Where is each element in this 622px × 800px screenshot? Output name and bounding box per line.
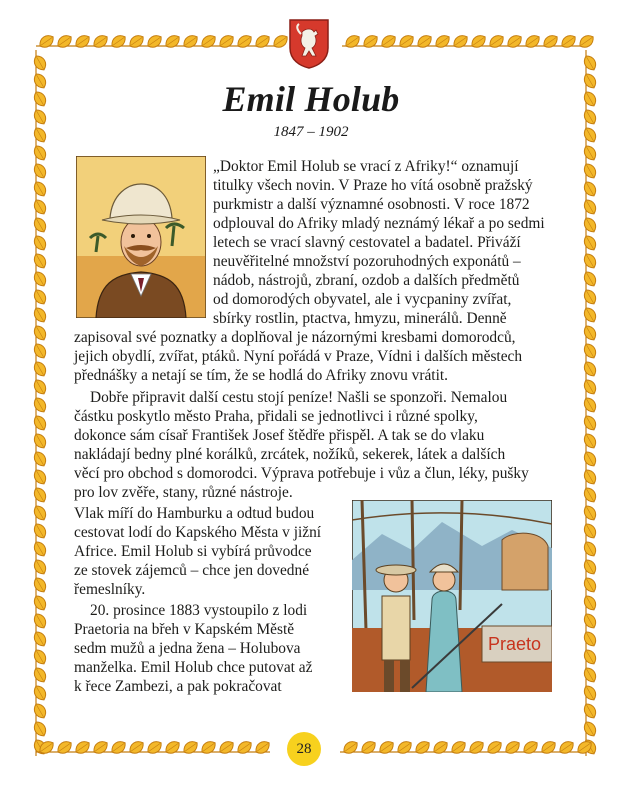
text-line: sedm mužů a jedna žena – Holubova: [74, 640, 301, 657]
ship-name-label: Praeto: [488, 634, 542, 654]
text-line: částku poskytlo město Praha, přidali se jednotlivci i různé spolky,: [74, 408, 478, 425]
text-line: věcí pro obchod s domorodci. Výprava potřebuje i vůz a člun, léky, pušky: [74, 465, 529, 482]
text-line: přednášky a netají se tím, že se hodlá do Afriky znovu vrátit.: [74, 367, 448, 384]
page-number-badge: 28: [287, 732, 321, 766]
text-line: pro lov zvěře, stany, různé nástroje.: [74, 484, 293, 501]
text-line: jejich obydlí, zvířat, ptáků. Nyní pořádá v Praze, Vídni i dalších městech: [74, 348, 523, 365]
text-line: Dobře připravit další cestu stojí peníze! Našli se sponzoři. Nemalou: [90, 389, 508, 406]
text-line: odplouval do Afriky mladý neznámý lékař a po sedmi: [213, 215, 545, 232]
text-line: „Doktor Emil Holub se vrací z Afriky!“ oznamují: [213, 158, 519, 175]
emil-holub-portrait-image: [76, 156, 206, 318]
page-title: Emil Holub: [222, 79, 400, 119]
text-line: nakládají bedny plné korálků, zrcátek, nožíků, sekerek, látek a dalších: [74, 446, 506, 463]
text-line: purkmistr a další významné osobnosti. V roce 1872: [213, 196, 530, 213]
text-line: ze stovek zájemců – chce jen dovedné: [74, 562, 310, 579]
text-line: řemeslníky.: [74, 581, 146, 598]
text-line: cestovat lodí do Kapského Města v jižní: [74, 524, 322, 541]
coat-of-arms-lion-icon: [288, 18, 330, 70]
text-line: neuvěřitelné množství pozoruhodných exponátů –: [213, 253, 521, 270]
text-line: dokonce sám císař František Josef štědře přispěl. A tak se do vlaku: [74, 427, 485, 444]
text-line: Africe. Emil Holub si vybírá průvodce: [74, 543, 312, 560]
text-line: nádob, nástrojů, zbraní, ozdob a dalších předmětů: [213, 272, 520, 289]
text-line: Praetoria na břeh v Kapském Městě: [74, 621, 295, 638]
text-line: sbírky rostlin, ptactva, hmyzu, minerálů. Denně: [213, 310, 507, 327]
text-line: zapisoval své poznatky a doplňoval je názornými kresbami domorodců,: [74, 329, 516, 346]
text-line: k řece Zambezi, a pak pokračovat: [74, 678, 282, 695]
text-line: letech se vrací slavný cestovatel a badatel. Přiváží: [213, 234, 521, 251]
text-line: od domorodých obyvatel, ale i vycpaniny zvířat,: [213, 291, 512, 308]
life-years: 1847 – 1902: [273, 124, 349, 140]
text-line: titulky všech novin. V Praze ho vítá osobně pražský: [213, 177, 533, 194]
text-line: 20. prosince 1883 vystoupilo z lodi: [90, 602, 308, 619]
expedition-ship-scene-image: [352, 500, 552, 692]
text-line: Vlak míří do Hamburku a odtud budou: [74, 505, 315, 522]
text-line: manželka. Emil Holub chce putovat až: [74, 659, 313, 676]
